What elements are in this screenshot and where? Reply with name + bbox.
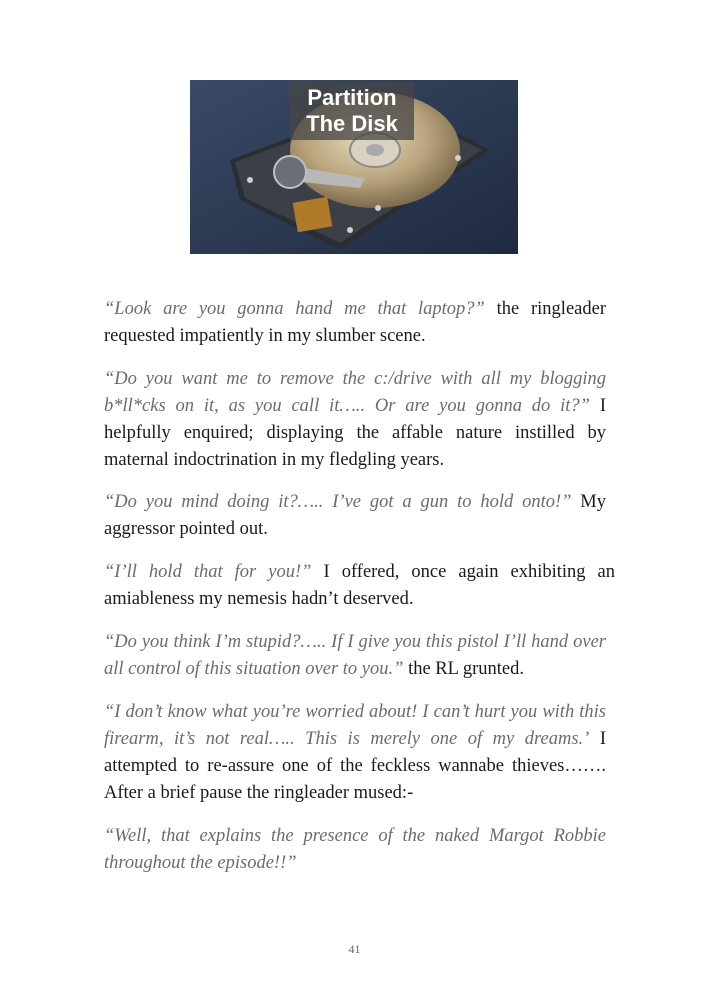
dialogue-quote: “I’ll hold that for you!” [104,562,312,582]
paragraph-7 [104,823,606,877]
image-title-overlay [290,82,414,140]
paragraph-3 [104,489,606,543]
image-title-line-2: The Disk [306,111,398,136]
paragraph-2 [104,366,606,474]
hard-disk-image [190,80,518,254]
paragraph-1 [104,296,606,350]
paragraph-4 [104,559,615,613]
dialogue-quote: “Do you want me to remove the c:/drive with all my blogging b*ll*cks on it, as you call it….. Or are you gonna do it?” [104,369,606,416]
page-number: 41 [348,942,361,956]
narration-text: My aggressor pointed out. [104,492,606,539]
dialogue-quote: “Do you think I’m stupid?….. If I give you this pistol I’ll hand over all control of this situation over to you.” [104,632,606,679]
dialogue-quote: “Look are you gonna hand me that laptop?” [104,299,485,319]
image-title-line-1: Partition [307,85,397,110]
dialogue-quote: “Do you mind doing it?….. I’ve got a gun to hold onto!” [104,492,572,512]
paragraph-5 [104,629,606,683]
paragraph-6 [104,699,606,807]
dialogue-quote: “Well, that explains the presence of the naked Margot Robbie throughout the episode!!” [104,826,606,873]
dialogue-quote: “I don’t know what you’re worried about! I can’t hurt you with this firearm, it’s not real….. This is merely one of my dreams.’ [104,702,606,749]
narration-text: I attempted to re-assure one of the feckless wannabe thieves……. After a brief pause the ringleader mused:- [104,729,606,803]
narration-text: I offered, once again exhibiting an amiableness my nemesis hadn’t deserved. [104,562,616,609]
narration-text: I helpfully enquired; displaying the affable nature instilled by maternal indoctrination in my fledgling years. [104,396,606,470]
narration-text: the RL grunted. [403,659,525,679]
narration-text: the ringleader requested impatiently in my slumber scene. [104,299,606,346]
